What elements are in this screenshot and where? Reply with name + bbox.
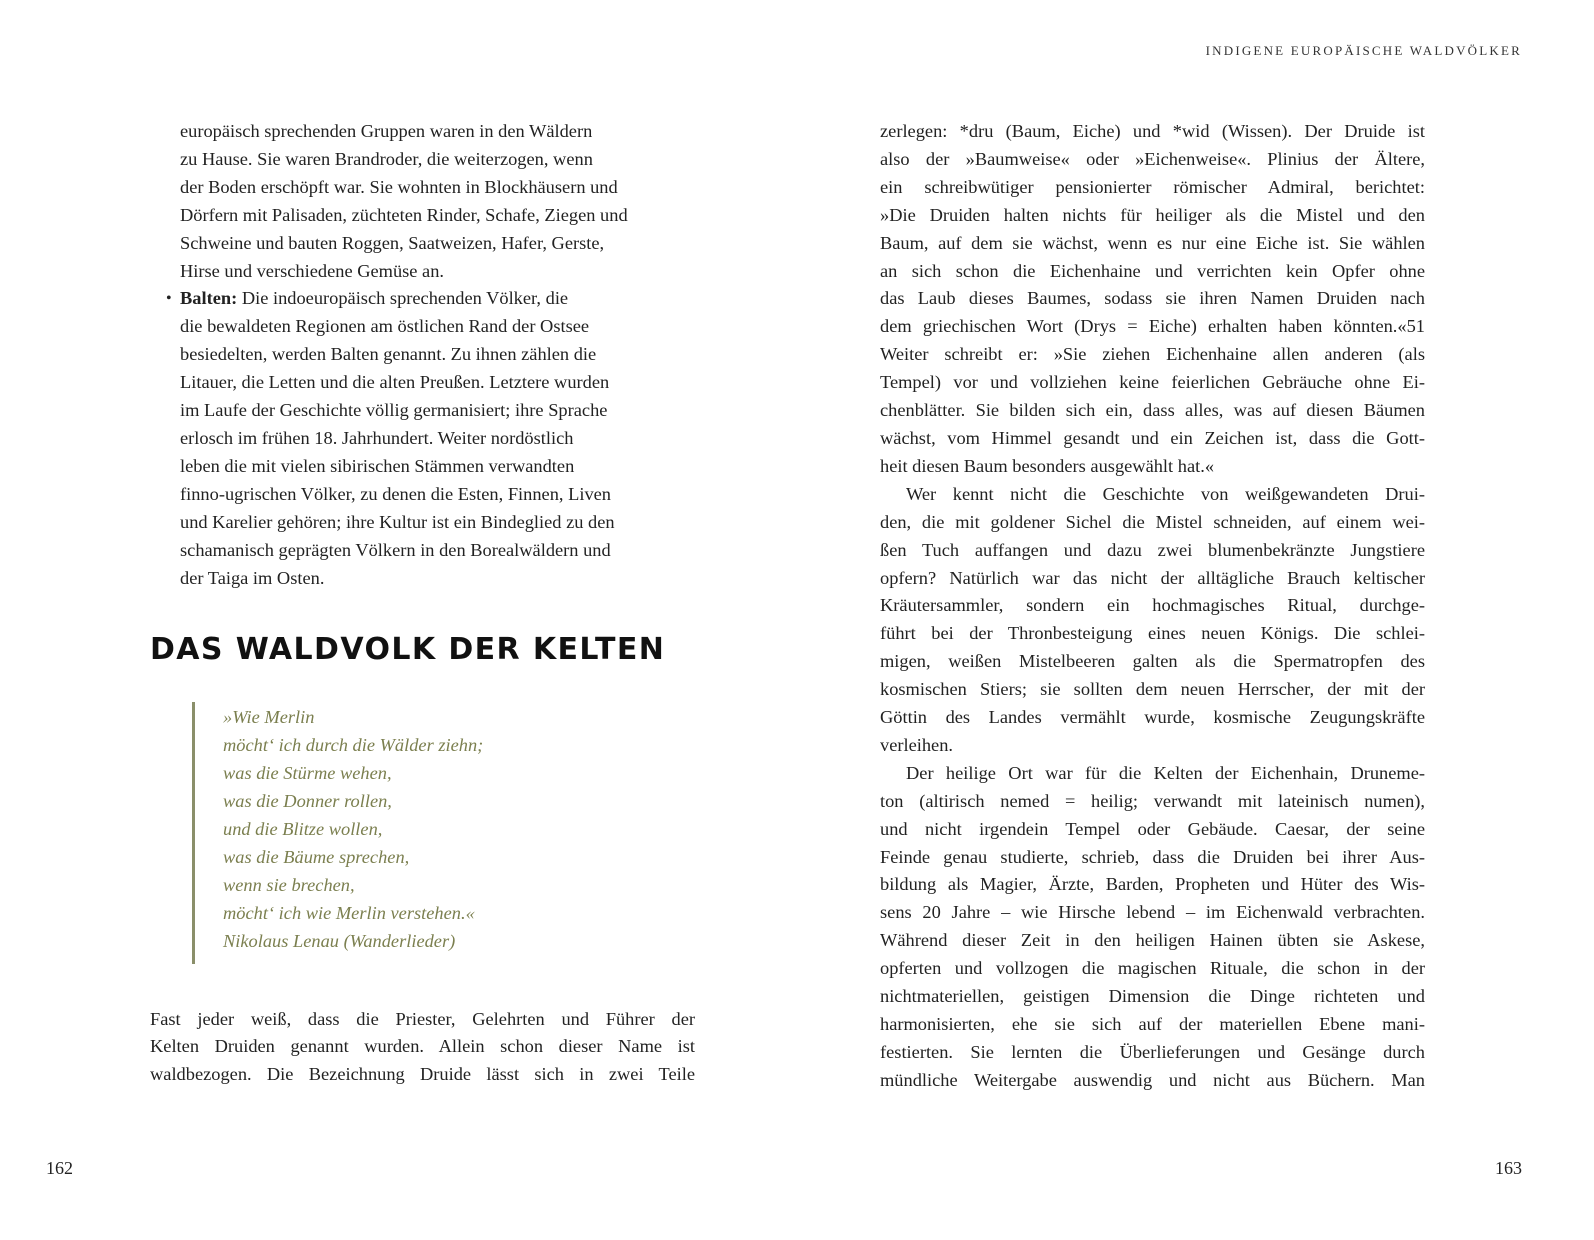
text-line: Fast jeder weiß, dass die Priester, Gelehrten und Führer der [150, 1008, 695, 1029]
text-line: harmonisierten, ehe sie sich auf der materiellen Ebene mani- [880, 1014, 1425, 1034]
text-line: Tempel) vor und vollziehen keine feierlichen Gebräuche ohne Ei- [880, 372, 1425, 393]
text-line: Während dieser Zeit in den heiligen Hainen übten sie Askese, [880, 930, 1425, 951]
text-line: nichtmateriellen, geistigen Dimension die Dinge richteten und [880, 986, 1425, 1007]
page-number-right: 163 [1495, 1158, 1522, 1178]
text-line: Hirse und verschiedene Gemüse an. [180, 260, 445, 281]
text-line: besiedelten, werden Balten genannt. Zu ihnen zählen die [180, 344, 597, 365]
quote-line: möcht‘ ich wie Merlin verstehen.« [223, 902, 475, 923]
text-line: den, die mit goldener Sichel die Mistel schneiden, auf einem wei- [880, 511, 1425, 532]
text-line: migen, weißen Mistelbeeren galten als die Spermatropfen des [880, 651, 1425, 672]
section-heading: DAS WALDVOLK DER KELTEN [150, 632, 666, 668]
body-paragraph [150, 1006, 695, 1090]
text-line: an sich schon die Eichenhaine und verrichten kein Opfer ohne [880, 260, 1425, 281]
text-line: bildung als Magier, Ärzte, Barden, Propheten und Hüter des Wis- [880, 874, 1425, 895]
quote-line: wenn sie brechen, [223, 874, 355, 895]
text-line: leben die mit vielen sibirischen Stämmen verwandten [180, 455, 575, 476]
text-line: Wer kennt nicht die Geschichte von weißgewandeten Drui- [906, 483, 1425, 504]
text-line: erlosch im frühen 18. Jahrhundert. Weiter nordöstlich [180, 427, 574, 448]
text-line: festierten. Sie lernten die Überlieferungen und Gesänge durch [880, 1041, 1425, 1062]
left-page-column [150, 118, 695, 1089]
text-line: Der heilige Ort war für die Kelten der Eichenhain, Druneme- [906, 762, 1425, 783]
text-line: und Karelier gehören; ihre Kultur ist ein Bindeglied zu den [180, 511, 615, 532]
text-line: ßen Tuch auffangen und dazu zwei blumenbekränzte Jungstiere [880, 539, 1425, 560]
text-line: europäisch sprechenden Gruppen waren in den Wäldern [180, 121, 593, 141]
text-span: Die indoeuropäisch sprechenden Völker, die [237, 288, 569, 309]
text-line: ton (altirisch nemed = heilig; verwandt mit lateinisch numen), [880, 790, 1425, 811]
text-line: wächst, vom Himmel gesandt und ein Zeichen ist, dass die Gott- [880, 427, 1425, 448]
text-line: Litauer, die Letten und die alten Preußen. Letztere wurden [180, 372, 610, 393]
text-line: chenblätter. Sie bilden sich ein, dass alles, was auf diesen Bäumen [880, 400, 1425, 421]
quote-line: »Wie Merlin [223, 707, 315, 728]
text-line: mündliche Weitergabe auswendig und nicht aus Büchern. Man [880, 1069, 1425, 1090]
text-line: dem griechischen Wort (Drys = Eiche) erhalten haben könnten.«51 [880, 316, 1425, 337]
text-line: schamanisch geprägten Völkern in den Borealwäldern und [180, 539, 611, 560]
text-line: Göttin des Landes vermählt wurde, kosmische Zeugungskräfte [880, 707, 1425, 728]
epigraph-quote [192, 702, 695, 963]
text-line: ein schreibwütiger pensionierter römischer Admiral, berichtet: [880, 176, 1425, 197]
quote-line: was die Stürme wehen, [223, 763, 392, 784]
text-line: »Die Druiden halten nichts für heiliger als die Mistel und den [880, 204, 1425, 225]
text-line: im Laufe der Geschichte völlig germanisiert; ihre Sprache [180, 400, 608, 421]
text-line: kosmischen Stiers; sie sollten dem neuen Herrscher, der mit der [880, 679, 1425, 700]
quote-line: möcht‘ ich durch die Wälder ziehn; [223, 735, 484, 756]
page-number-left: 162 [46, 1158, 73, 1178]
text-line: also der »Baumweise« oder »Eichenweise«. Plinius der Ältere, [880, 148, 1425, 169]
quote-line: und die Blitze wollen, [223, 819, 383, 840]
text-line: heit diesen Baum besonders ausgewählt hat.« [880, 455, 1215, 476]
quote-line: was die Bäume sprechen, [223, 846, 410, 867]
text-line: zu Hause. Sie waren Brandroder, die weiterzogen, wenn [180, 148, 593, 169]
text-line: waldbezogen. Die Bezeichnung Druide lässt sich in zwei Teile [150, 1064, 695, 1085]
right-page-column [880, 118, 1425, 1095]
text-line: opferten und vollzogen die magischen Rituale, die schon in der [880, 958, 1425, 979]
text-line: das Laub dieses Baumes, sodass sie ihren Namen Druiden nach [880, 288, 1425, 309]
text-line [166, 285, 695, 313]
text-line: der Boden erschöpft war. Sie wohnten in Blockhäusern und [180, 176, 618, 197]
text-line: die bewaldeten Regionen am östlichen Rand der Ostsee [180, 316, 590, 337]
text-line: Kelten Druiden genannt wurden. Allein schon dieser Name ist [150, 1036, 695, 1057]
text-line: finno-ugrischen Völker, zu denen die Esten, Finnen, Liven [180, 483, 611, 504]
quote-attribution: Nikolaus Lenau (Wanderlieder) [223, 930, 456, 951]
text-line: opfern? Natürlich war das nicht der alltägliche Brauch keltischer [880, 567, 1425, 588]
bullet-icon: • [166, 290, 172, 308]
text-line: sens 20 Jahre – wie Hirsche lebend – im Eichenwald verbrachten. [880, 902, 1425, 923]
text-line: der Taiga im Osten. [180, 567, 325, 588]
text-line: verleihen. [880, 734, 954, 755]
text-line: Schweine und bauten Roggen, Saatweizen, Hafer, Gerste, [180, 232, 605, 253]
text-line: Dörfern mit Palisaden, züchteten Rinder, Schafe, Ziegen und [180, 204, 628, 225]
continued-list-item [150, 118, 695, 285]
list-item-term: Balten: [180, 288, 238, 309]
text-line: führt bei der Thronbesteigung eines neuen Königs. Die schlei- [880, 623, 1425, 644]
text-line: Weiter schreibt er: »Sie ziehen Eichenhaine allen anderen (als [880, 344, 1425, 365]
text-line: Kräutersammler, sondern ein hochmagisches Ritual, durchge- [880, 595, 1425, 616]
text-line: zerlegen: *dru (Baum, Eiche) und *wid (Wissen). Der Druide ist [880, 121, 1425, 141]
text-line: Baum, auf dem sie wächst, wenn es nur eine Eiche ist. Sie wählen [880, 232, 1425, 253]
quote-line: was die Donner rollen, [223, 791, 392, 812]
text-line: und nicht irgendein Tempel oder Gebäude. Caesar, der seine [880, 818, 1425, 839]
running-head: INDIGENE EUROPÄISCHE WALDVÖLKER [1205, 43, 1522, 58]
list-item-balten [150, 285, 695, 592]
text-line: Feinde genau studierte, schrieb, dass die Druiden bei ihrer Aus- [880, 846, 1425, 867]
